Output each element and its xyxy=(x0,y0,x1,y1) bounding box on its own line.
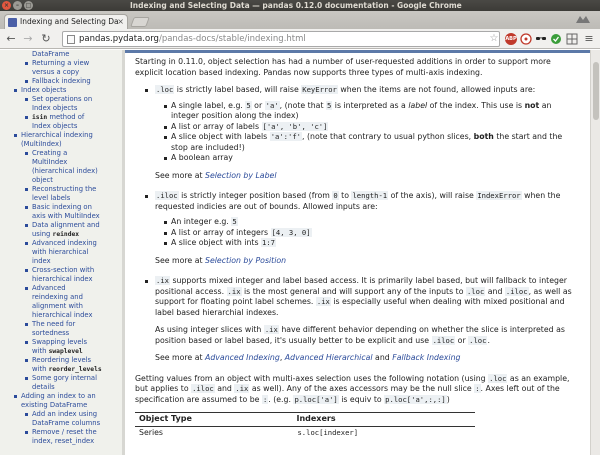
table-cell xyxy=(292,426,475,439)
text: See more at xyxy=(155,255,206,265)
sidebar-toc-line[interactable] xyxy=(0,194,118,203)
sidebar-toc-text: Index objects xyxy=(21,86,67,94)
strong: not xyxy=(524,100,540,110)
main-content xyxy=(125,50,590,455)
inline-code: p.loc['a'] xyxy=(294,394,338,404)
sidebar-toc-line[interactable] xyxy=(0,266,118,275)
text: and xyxy=(372,353,393,362)
fallback-indexing-link[interactable]: Fallback Indexing xyxy=(392,353,461,362)
ix-note xyxy=(155,325,580,346)
text: An integer e.g. xyxy=(171,217,232,226)
text: . Axes left out of the specification are assumed to be xyxy=(135,384,560,404)
sidebar-toc-line[interactable] xyxy=(0,221,118,230)
window-title: Indexing and Selecting Data — pandas 0.12.0 documentation - Google Chrome xyxy=(130,1,462,10)
sidebar-toc-text: Index objects xyxy=(32,104,78,112)
sidebar-toc-line[interactable] xyxy=(0,311,118,320)
inline-code: .ix xyxy=(235,384,249,393)
text: or xyxy=(251,100,265,110)
window-titlebar xyxy=(0,0,600,11)
see-more-iloc xyxy=(155,256,580,267)
inline-code: 0 xyxy=(333,191,338,200)
sidebar-toc-text: Fallback indexing xyxy=(32,77,91,85)
emphasis: label xyxy=(408,100,428,110)
text: . xyxy=(487,335,490,345)
sidebar-toc-line[interactable] xyxy=(0,392,122,401)
see-more-ix xyxy=(155,353,580,364)
sidebar-toc-text: index xyxy=(32,257,51,265)
sidebar-toc-line[interactable] xyxy=(0,68,118,77)
lastpass-icon[interactable] xyxy=(520,33,532,45)
text: A slice object with ints xyxy=(171,238,261,247)
sidebar-toc-line[interactable] xyxy=(0,257,118,266)
text: is especially useful when dealing with mixed positional and label based hierarchial indexes. xyxy=(155,297,565,317)
inline-code: [4, 3, 0] xyxy=(271,227,311,237)
sidebar-toc-text: sortedness xyxy=(32,329,70,337)
text: an integer position along the index) xyxy=(171,100,552,120)
loc-item xyxy=(135,85,580,181)
sidebar-toc-line[interactable] xyxy=(0,113,118,122)
user-profile-icon[interactable] xyxy=(571,13,595,27)
sidebar-toc-code: reorder_levels xyxy=(48,366,102,373)
sidebar-toc-text: method of xyxy=(47,113,85,121)
close-window-button[interactable]: × xyxy=(3,2,10,9)
text: have different behavior depending on whether the slice is interpreted as position based or label based, it's usually better to be explicit and use xyxy=(155,325,565,345)
sidebar-toc-code: swaplevel xyxy=(48,348,83,355)
new-tab-button[interactable] xyxy=(130,17,150,27)
bookmark-star-icon[interactable]: ☆ xyxy=(489,33,499,44)
sidebar-toc-text: Advanced indexing xyxy=(32,239,97,247)
sidebar-toc-line[interactable] xyxy=(0,401,122,410)
sidebar-toc-text: Adding an index to an xyxy=(21,392,96,400)
sidebar-toc-line[interactable] xyxy=(0,158,118,167)
sidebar-toc-text: Cross-section with xyxy=(32,266,95,274)
list-item xyxy=(155,217,580,228)
intro-paragraph: Starting in 0.11.0, object selection has had a number of user-requested additions in order to support more explicit location based indexing. Pandas now supports three types of multi-axis indexing. xyxy=(135,57,551,77)
inline-code: .iloc xyxy=(156,191,178,200)
minimize-window-button[interactable]: – xyxy=(13,1,22,10)
sidebar-toc-text: using xyxy=(32,230,53,238)
sidebar-toc-line[interactable] xyxy=(0,284,118,293)
sidebar-toc-text: Reconstructing the xyxy=(32,185,97,193)
sidebar-toc-line[interactable] xyxy=(0,437,118,446)
table-header-cell: Indexers xyxy=(292,413,475,427)
sidebar-toc-code: isin xyxy=(32,114,48,121)
inline-code: .ix xyxy=(316,297,330,306)
grid-extension-icon[interactable] xyxy=(566,33,578,45)
inline-code: 5 xyxy=(232,217,237,226)
see-more-loc xyxy=(155,171,580,182)
sidebar-toc-line[interactable] xyxy=(0,302,118,311)
inline-code: .iloc xyxy=(505,286,528,296)
sidebar-toc-text: Data alignment and xyxy=(32,221,100,229)
inline-code: .iloc xyxy=(432,335,455,345)
sidebar-toc-text: with xyxy=(32,365,49,373)
sidebar-toc-line[interactable] xyxy=(0,176,118,185)
table-header-cell: Object Type xyxy=(135,413,292,427)
sidebar-toc-text: existing DataFrame xyxy=(21,401,88,409)
inline-code: 5 xyxy=(326,100,332,110)
sidebar-toc-text: reindexing and xyxy=(32,293,83,301)
close-tab-icon[interactable]: × xyxy=(117,17,124,26)
sidebar-toc xyxy=(0,50,122,446)
sidebar-toc-text: index, reset_index xyxy=(32,437,95,445)
sidebar-toc-text: (hierarchical index) xyxy=(32,167,98,175)
sidebar-toc-text: alignment with xyxy=(32,302,83,310)
ix-item xyxy=(135,276,580,364)
tab-title: Indexing and Selecting Da xyxy=(20,17,119,26)
inline-code: .loc xyxy=(489,373,507,383)
sidebar-toc-line[interactable] xyxy=(0,347,118,356)
tab-strip xyxy=(0,11,600,29)
adblock-icon[interactable]: ABP xyxy=(505,33,517,45)
list-item: A boolean array xyxy=(155,153,580,164)
inline-code: : xyxy=(475,384,480,393)
selection-by-position-link[interactable]: Selection by Position xyxy=(205,255,287,265)
text: , xyxy=(279,353,285,362)
list-item xyxy=(155,132,580,153)
text: . (e.g. xyxy=(268,394,294,404)
url-path: /pandas-docs/stable/indexing.html xyxy=(158,34,306,44)
sidebar-toc-text: Remove / reset the xyxy=(32,428,97,436)
inline-code: .ix xyxy=(264,325,278,334)
sidebar-toc-text: Reordering levels xyxy=(32,356,92,364)
sidebar-toc-text: with hierarchical xyxy=(32,248,89,256)
iloc-item xyxy=(135,191,580,266)
inline-code: length-1 xyxy=(352,191,388,200)
sidebar-toc-line[interactable] xyxy=(0,59,118,68)
window-controls xyxy=(2,1,33,10)
sidebar-toc-text: Hierarchical indexing xyxy=(21,131,93,139)
sidebar-toc-text: hierarchical index xyxy=(32,311,93,319)
sidebar-toc-text: details xyxy=(32,383,55,391)
sidebar-toc-line[interactable] xyxy=(0,365,118,374)
inline-code: 'a':'f' xyxy=(270,132,301,141)
sidebar-toc-text: Advanced xyxy=(32,284,66,292)
text: and xyxy=(485,286,505,296)
sidebar-toc-line[interactable] xyxy=(0,95,118,104)
inline-code: .ix xyxy=(227,286,241,296)
sidebar-toc-text: (MultiIndex) xyxy=(21,140,62,148)
inline-code: IndexError xyxy=(477,191,521,200)
list-item xyxy=(155,228,580,239)
notation-paragraph xyxy=(135,374,580,406)
inline-code: p.loc['a',:,:] xyxy=(385,394,446,404)
inline-code: .loc xyxy=(156,85,174,94)
sidebar-toc-line[interactable] xyxy=(0,185,118,194)
text: A list or array of labels xyxy=(171,121,262,131)
text: , as well as support for floating point label schemes. xyxy=(155,286,572,306)
text: is interpreted as a xyxy=(332,100,409,110)
sidebar-toc-text: Basic indexing on xyxy=(32,203,92,211)
forward-button[interactable]: → xyxy=(23,32,33,45)
sidebar-toc-line[interactable] xyxy=(0,86,122,95)
sidebar-toc-line[interactable] xyxy=(0,149,118,158)
loc-inputs-list xyxy=(155,101,580,164)
text: the start and the stop are included!) xyxy=(171,132,563,152)
reload-button[interactable]: ↻ xyxy=(41,32,51,45)
browser-toolbar xyxy=(0,29,600,49)
sidebar-toc-line[interactable] xyxy=(0,356,118,365)
text: A single label, e.g. xyxy=(171,100,246,110)
sidebar-toc-text: MultiIndex xyxy=(32,158,68,166)
sidebar-toc-line[interactable] xyxy=(0,140,122,149)
text: , (note that contrary to usual python slices, xyxy=(302,132,474,141)
text: is the most general and will support any of the inputs to xyxy=(241,286,466,296)
text: to xyxy=(338,191,352,200)
sidebar-toc-line[interactable] xyxy=(0,410,118,419)
text: of the index. This use is xyxy=(427,100,525,110)
sidebar-toc-text: The need for xyxy=(32,320,76,328)
text: when the requested indicies are out of bounds. Allowed inputs are: xyxy=(155,191,561,211)
sidebar-toc-text: Add an index using xyxy=(32,410,98,418)
sidebar-toc-line[interactable] xyxy=(0,230,118,239)
sidebar-toc-text: DataFrame columns xyxy=(32,419,101,427)
text: ) xyxy=(446,394,450,404)
sidebar-toc-text: Creating a xyxy=(32,149,68,157)
text: , (note that xyxy=(279,100,326,110)
text: is strictly integer position based (from xyxy=(178,191,333,200)
sunglasses-extension-icon[interactable] xyxy=(535,33,547,45)
strong: both xyxy=(473,132,494,141)
maximize-window-button[interactable]: □ xyxy=(25,2,32,9)
text: is strictly label based, will raise xyxy=(174,85,302,94)
sidebar-toc-line[interactable] xyxy=(0,383,118,392)
text: Getting values from an object with multi-axes selection uses the following notation (using xyxy=(135,373,489,383)
url-host: pandas.pydata.org xyxy=(79,34,159,44)
text: A slice object with labels xyxy=(171,132,270,141)
sidebar-toc-line[interactable] xyxy=(0,203,118,212)
inline-code: .iloc xyxy=(192,384,214,393)
sidebar-toc-text: Some gory internal xyxy=(32,374,97,382)
sidebar-toc-code: reindex xyxy=(52,231,80,238)
text: or xyxy=(455,335,469,345)
sidebar-toc-line[interactable] xyxy=(0,122,118,131)
sidebar-toc-line[interactable] xyxy=(0,248,118,257)
sidebar-toc-line[interactable] xyxy=(0,320,118,329)
inline-code: .ix xyxy=(156,276,169,285)
inline-code: 1:7 xyxy=(262,238,275,247)
text: and xyxy=(214,384,235,393)
text: supports mixed integer and label based access. It is primarily label based, but will fallback to integer positional access. xyxy=(155,276,567,296)
list-item xyxy=(155,101,580,122)
list-item xyxy=(155,122,580,133)
sidebar-toc-text: Index objects xyxy=(32,122,78,130)
sidebar-toc-text: Swapping levels xyxy=(32,338,88,346)
iloc-description xyxy=(155,191,580,212)
docs-sidebar xyxy=(0,50,122,455)
sidebar-toc-line[interactable] xyxy=(0,167,118,176)
sidebar-toc-line[interactable] xyxy=(0,374,118,383)
back-button[interactable]: ← xyxy=(6,32,16,45)
sidebar-toc-line[interactable] xyxy=(0,50,118,59)
page-icon xyxy=(67,35,75,44)
text: when the items are not found, allowed inputs are: xyxy=(337,85,536,94)
selection-by-label-link[interactable]: Selection by Label xyxy=(205,170,277,180)
sidebar-toc-line[interactable] xyxy=(0,338,118,347)
text: See more at xyxy=(155,170,206,180)
sidebar-toc-text: hierarchical index xyxy=(32,275,93,283)
iloc-inputs-list xyxy=(155,217,580,249)
sidebar-toc-text: with xyxy=(32,347,49,355)
sidebar-toc-line[interactable] xyxy=(0,275,118,284)
sidebar-toc-text: object xyxy=(32,176,53,184)
text: as well). Any of the axes accessors may be the null slice xyxy=(249,384,475,393)
table-row xyxy=(135,426,475,439)
ix-description xyxy=(155,276,580,318)
sidebar-toc-line[interactable] xyxy=(0,419,118,428)
sidebar-toc-line[interactable] xyxy=(0,212,118,221)
table-cell: Series xyxy=(139,427,163,437)
advanced-indexing-link[interactable]: Advanced Indexing xyxy=(205,353,280,362)
sidebar-toc-line[interactable] xyxy=(0,131,122,140)
inline-code: : xyxy=(262,394,268,404)
sidebar-toc-line[interactable] xyxy=(0,428,118,437)
sidebar-toc-line[interactable] xyxy=(0,293,118,302)
inline-code: 5 xyxy=(246,100,251,110)
indexers-table xyxy=(135,412,475,439)
inline-code: ['a', 'b', 'c'] xyxy=(262,121,328,131)
scrollbar-thumb[interactable] xyxy=(593,62,599,120)
sidebar-toc-line[interactable] xyxy=(0,239,118,248)
sidebar-toc-line[interactable] xyxy=(0,329,118,338)
sidebar-toc-text: DataFrame xyxy=(32,50,70,58)
text: A list or array of integers xyxy=(171,227,271,237)
page-scrollbar[interactable] xyxy=(590,50,600,455)
list-item xyxy=(155,238,580,249)
address-bar[interactable] xyxy=(62,31,500,47)
loc-description xyxy=(155,85,580,96)
inline-code: KeyError xyxy=(302,85,337,94)
sidebar-toc-text: versus a copy xyxy=(32,68,80,76)
tab-indexing[interactable] xyxy=(4,14,128,29)
inline-code: .loc xyxy=(466,286,485,296)
chrome-menu-icon[interactable]: ≡ xyxy=(584,32,594,45)
green-extension-icon[interactable] xyxy=(550,33,562,45)
sidebar-toc-text: Set operations on xyxy=(32,95,93,103)
text: is equiv to xyxy=(338,394,385,404)
text: as an example, but applies to xyxy=(135,373,570,393)
inline-code: 'a' xyxy=(265,100,279,110)
sidebar-toc-line[interactable] xyxy=(0,77,118,86)
inline-code: .loc xyxy=(469,335,487,345)
sidebar-toc-text: axis with MultiIndex xyxy=(32,212,100,220)
advanced-hierarchical-link[interactable]: Advanced Hierarchical xyxy=(284,353,373,362)
inline-code: s.loc[indexer] xyxy=(297,427,359,437)
text: of the axis), will raise xyxy=(388,191,477,200)
pandas-favicon-icon xyxy=(8,18,17,27)
sidebar-toc-line[interactable] xyxy=(0,104,118,113)
table-header-row xyxy=(135,413,475,427)
text: As using integer slices with xyxy=(155,325,264,334)
sidebar-toc-text: level labels xyxy=(32,194,71,202)
sidebar-toc-text: Returning a view xyxy=(32,59,90,67)
text: See more at xyxy=(155,353,206,362)
